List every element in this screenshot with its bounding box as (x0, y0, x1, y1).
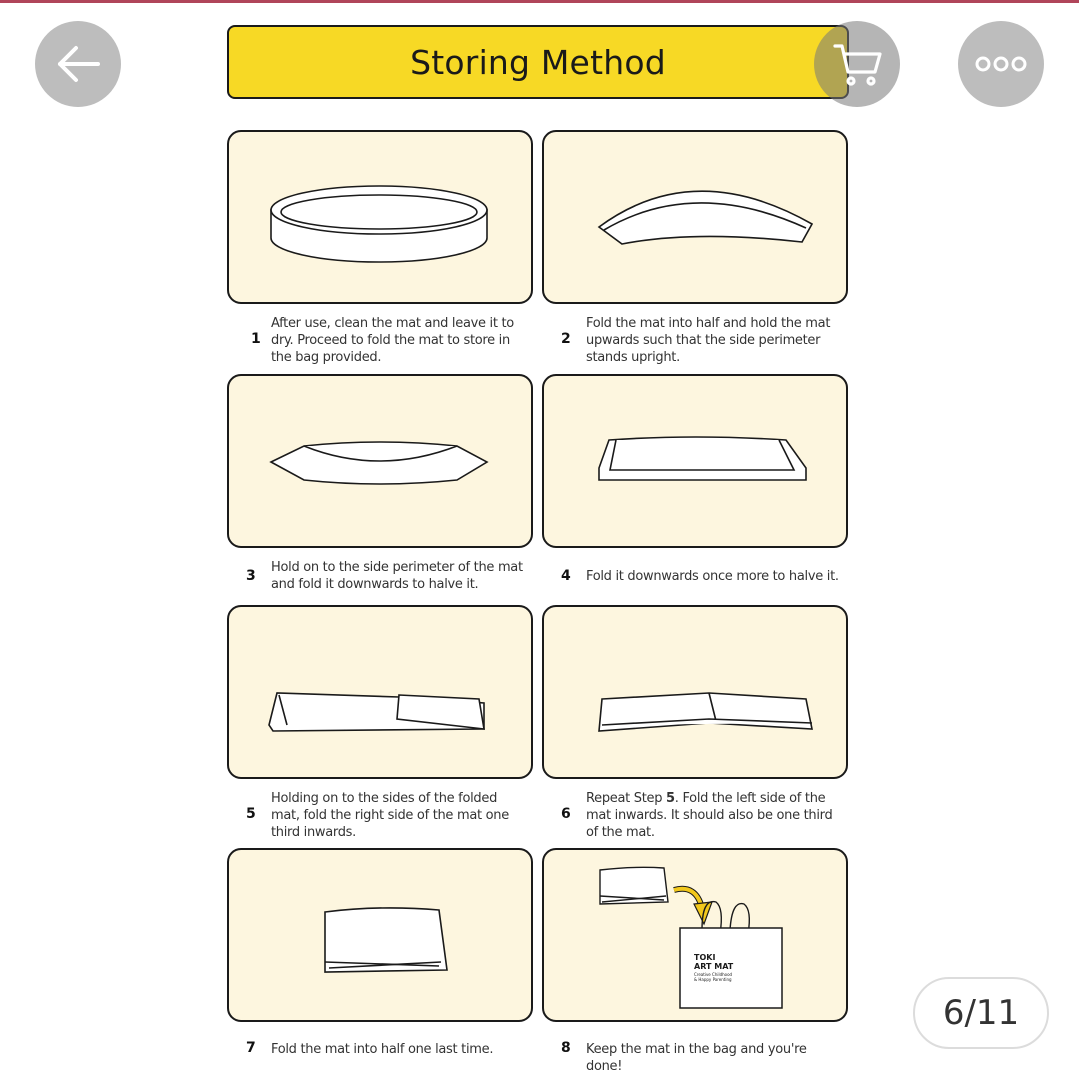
final-fold-drawing (229, 850, 531, 1020)
halved-drawing (229, 376, 531, 546)
step-6-illustration (542, 605, 848, 779)
caption-line: mat, fold the right side of the mat one (271, 808, 509, 823)
step-1-illustration (227, 130, 533, 304)
svg-text:TOKI: TOKI (694, 953, 716, 962)
step-8-illustration (542, 848, 848, 1022)
step-number: 7 (246, 1040, 256, 1056)
step-number: 1 (251, 331, 261, 347)
caption-line: upwards such that the side perimeter (586, 333, 821, 348)
caption-line: the bag provided. (271, 350, 382, 365)
left-third-fold-drawing (544, 607, 846, 777)
half-fold-drawing (544, 132, 846, 302)
caption-line: and fold it downwards to halve it. (271, 577, 479, 592)
cart-button[interactable] (814, 21, 900, 107)
more-button[interactable] (958, 21, 1044, 107)
step-caption (271, 559, 531, 593)
step-number: 6 (561, 806, 571, 822)
caption-line: After use, clean the mat and leave it to (271, 316, 514, 331)
caption-line: Fold the mat into half and hold the mat (586, 316, 831, 331)
page-title: Storing Method (410, 42, 666, 82)
caption-line: Hold on to the side perimeter of the mat (271, 560, 523, 575)
caption-bold: 5 (666, 791, 675, 806)
back-button[interactable] (35, 21, 121, 107)
caption-line: mat inwards. It should also be one third (586, 808, 833, 823)
step-number: 5 (246, 806, 256, 822)
cart-icon (829, 36, 885, 92)
step-caption (586, 568, 846, 585)
step-number: 8 (561, 1040, 571, 1056)
bag-storage-drawing (544, 850, 846, 1020)
step-3-illustration (227, 374, 533, 548)
caption-line: dry. Proceed to fold the mat to store in (271, 333, 510, 348)
caption-text: Repeat Step (586, 791, 667, 806)
caption-line: third inwards. (271, 825, 356, 840)
step-5-illustration (227, 605, 533, 779)
step-2-illustration (542, 130, 848, 304)
step-number: 4 (561, 568, 571, 584)
caption-line: of the mat. (586, 825, 655, 840)
step-caption (271, 790, 531, 841)
top-accent-line (0, 0, 1079, 3)
svg-text:& Happy Parenting: & Happy Parenting (694, 977, 732, 982)
step-caption (271, 315, 531, 366)
page-counter: 6/11 (913, 977, 1049, 1049)
caption-line: stands upright. (586, 350, 680, 365)
step-4-illustration (542, 374, 848, 548)
caption-text: . Fold the left side of the (674, 791, 826, 806)
ring-mat-drawing (229, 132, 531, 302)
svg-text:Creative Childhood: Creative Childhood (694, 972, 733, 977)
caption-line: Keep the mat in the bag and you're done! (586, 1042, 807, 1074)
back-arrow-icon (50, 36, 106, 92)
step-caption (271, 1041, 531, 1058)
caption-line: Fold it downwards once more to halve it. (586, 569, 839, 584)
right-third-fold-drawing (229, 607, 531, 777)
step-7-illustration (227, 848, 533, 1022)
title-banner (227, 25, 849, 99)
caption-line: Fold the mat into half one last time. (271, 1042, 494, 1057)
step-caption (586, 1041, 846, 1075)
caption-line (586, 790, 846, 807)
step-caption (586, 315, 846, 366)
step-number: 2 (561, 331, 571, 347)
step-number: 3 (246, 568, 256, 584)
svg-text:ART MAT: ART MAT (694, 962, 734, 971)
caption-line: Holding on to the sides of the folded (271, 791, 498, 806)
step-caption (586, 790, 846, 841)
more-icon (971, 54, 1031, 74)
quarter-fold-drawing (544, 376, 846, 546)
